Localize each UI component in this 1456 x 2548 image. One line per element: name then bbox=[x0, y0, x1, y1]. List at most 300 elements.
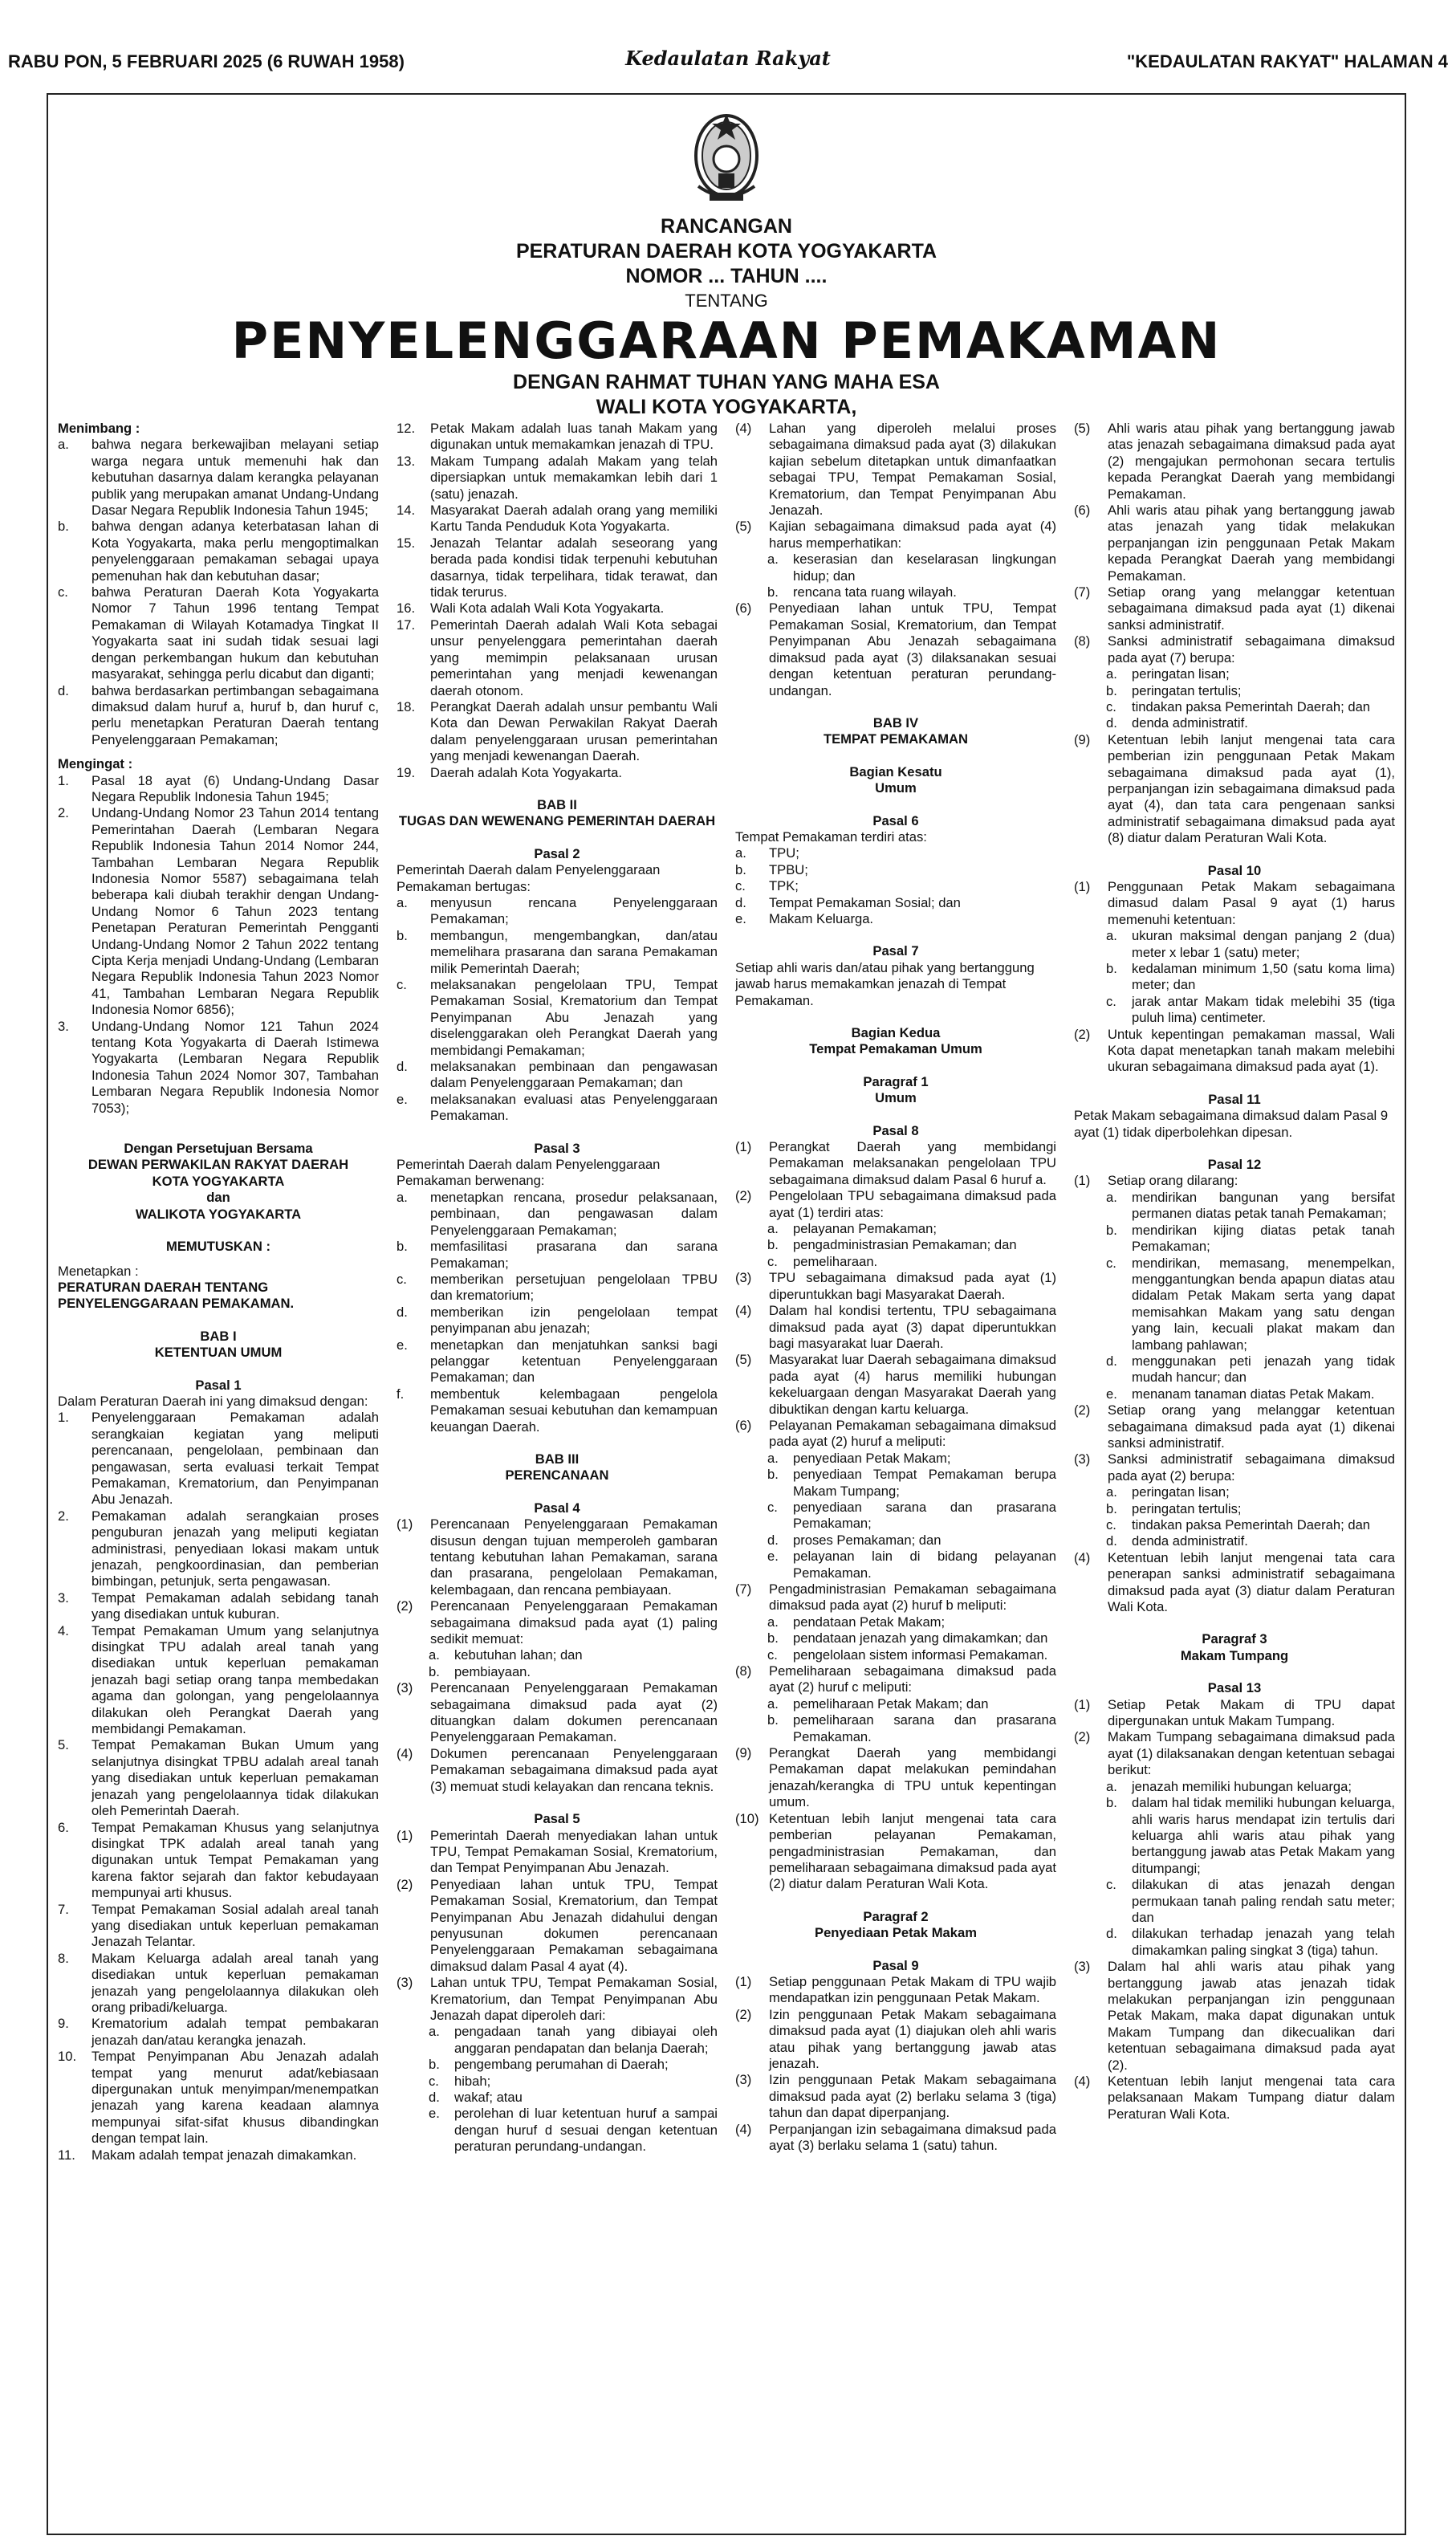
list-item bbox=[397, 928, 718, 977]
header-number: NOMOR ... TAHUN .... bbox=[625, 265, 828, 287]
list-marker: e. bbox=[397, 1091, 408, 1107]
list-marker: b. bbox=[1106, 1795, 1117, 1811]
list-item bbox=[1074, 1451, 1395, 1484]
section-heading: MEMUTUSKAN : bbox=[166, 1239, 270, 1255]
list-item bbox=[735, 1549, 1056, 1581]
list-marker: a. bbox=[767, 1614, 779, 1630]
list-marker: (10) bbox=[735, 1810, 759, 1826]
list-text: Tempat Penyimpanan Abu Jenazah adalah tempat yang menurut adat/kebiasaan dipergunakan untuk menyimpan/menempatkan jenazah yang karena keadaan alamnya mempunyai sifat-sifat khusus dibandingkan dengan tempat lain. bbox=[92, 2049, 379, 2147]
list-marker: 16. bbox=[397, 600, 416, 617]
list-marker: b. bbox=[1106, 1500, 1117, 1516]
list-item bbox=[735, 584, 1056, 600]
list-item bbox=[735, 519, 1056, 552]
masthead-page: "KEDAULATAN RAKYAT" HALAMAN 4 bbox=[1126, 51, 1448, 71]
text-columns bbox=[58, 421, 1395, 2529]
section-heading: Pasal 2 bbox=[534, 845, 580, 861]
list-text: Izin penggunaan Petak Makam sebagaimana dimaksud pada ayat (2) berlaku selama 3 (tiga) tahun dan dapat diperpanjang. bbox=[769, 2072, 1056, 2121]
list-marker: a. bbox=[767, 1450, 779, 1466]
list-marker: 13. bbox=[397, 453, 416, 469]
section-heading: DEWAN PERWAKILAN RAKYAT DAERAH bbox=[87, 1157, 349, 1173]
list-item bbox=[1074, 1402, 1395, 1451]
list-text: Lahan yang diperoleh melalui proses sebagaimana dimaksud pada ayat (3) dilakukan kajian sebelum ditetapkan untuk dimanfaatkan sebagai TPU, Tempat Pemakaman Sosial, Krematorium, dan Tempat Penyimpanan Abu Jenazah. bbox=[769, 421, 1056, 519]
list-text: dalam hal tidak memiliki hubungan keluarga, ahli waris harus mendapat izin tertulis dari keluarga ahli waris atau pihak yang bertanggung jawab atas Petak Makam yang ditumpangi; bbox=[1132, 1795, 1395, 1876]
spacer bbox=[58, 1117, 379, 1125]
list-marker: (2) bbox=[397, 1876, 413, 1892]
list-marker: b. bbox=[767, 584, 779, 600]
list-text: mendirikan bangunan yang bersifat permanen diatas petak tanah Pemakaman; bbox=[1132, 1189, 1395, 1222]
list-item bbox=[397, 1647, 718, 1663]
list-text: membangun, mengembangkan, dan/atau memelihara prasarana dan sarana Pemakaman milik Pemerintah Daerah; bbox=[430, 927, 718, 976]
list-marker: 9. bbox=[58, 2016, 69, 2032]
list-marker: c. bbox=[1106, 1255, 1116, 1271]
list-text: Pemakaman adalah serangkaian proses penguburan jenazah yang meliputi kegiatan administrasi, penyediaan lokasi makam untuk jenazah, pengkoordinasian, dan pemberian bimbingan, petunjuk, serta pengawasan. bbox=[92, 1508, 379, 1589]
list-item bbox=[397, 2074, 718, 2090]
list-item bbox=[58, 2016, 379, 2049]
column-1 bbox=[58, 421, 379, 2529]
section-heading: TUGAS DAN WEWENANG PEMERINTAH DAERAH bbox=[398, 813, 716, 829]
list-text: Dalam hal kondisi tertentu, TPU sebagaimana dimaksud pada ayat (3) dapat diperuntukkan bagi masyarakat luar Daerah. bbox=[769, 1303, 1056, 1351]
list-text: hibah; bbox=[454, 2073, 491, 2089]
list-text: Pengelolaan TPU sebagaimana dimaksud pada ayat (1) terdiri atas: bbox=[769, 1188, 1056, 1220]
section-heading: Penyediaan Petak Makam bbox=[815, 1925, 977, 1941]
list-text: peringatan lisan; bbox=[1132, 666, 1230, 682]
section-heading: Pasal 6 bbox=[872, 812, 919, 828]
list-item bbox=[397, 699, 718, 765]
list-marker: c. bbox=[1106, 1877, 1116, 1893]
list-marker: 14. bbox=[397, 503, 416, 519]
list-text: Perangkat Daerah yang membidangi Pemakaman melaksanakan pengelolaan TPU sebagaimana dimaksud dalam Pasal 6 huruf a. bbox=[769, 1139, 1056, 1187]
list-item bbox=[58, 1410, 379, 1508]
list-text: memberikan izin pengelolaan tempat penyimpanan abu jenazah; bbox=[430, 1304, 718, 1337]
list-item bbox=[397, 1059, 718, 1092]
list-item bbox=[735, 552, 1056, 584]
list-text: peringatan tertulis; bbox=[1132, 682, 1242, 698]
list-text: pengadaan tanah yang dibiayai oleh anggaran pendapatan dan belanja Daerah; bbox=[454, 2024, 718, 2056]
spacer bbox=[397, 1435, 718, 1443]
list-text: Perencanaan Penyelenggaraan Pemakaman disusun dengan tujuan memperoleh gambaran tentang kebutuhan lahan Pemakaman, sarana dan prasarana, pengelolaan Pemakaman, kelembagaan, dan rencana pembiayaan. bbox=[430, 1516, 718, 1598]
regulation-title: PENYELENGGARAAN PEMAKAMAN bbox=[231, 311, 1222, 370]
list-marker: d. bbox=[1106, 715, 1117, 731]
spacer bbox=[735, 1893, 1056, 1901]
list-text: Makam adalah tempat jenazah dimakamkan. bbox=[92, 2147, 357, 2163]
list-marker: (2) bbox=[735, 2006, 752, 2022]
list-item bbox=[58, 1590, 379, 1623]
list-marker: e. bbox=[735, 910, 746, 926]
list-item bbox=[1074, 1729, 1395, 1778]
list-text: Sanksi administratif sebagaimana dimaksud pada ayat (7) berupa: bbox=[1108, 633, 1395, 665]
list-marker: (6) bbox=[1074, 503, 1091, 519]
list-marker: a. bbox=[1106, 928, 1117, 944]
list-marker: b. bbox=[767, 1467, 779, 1483]
list-text: pemeliharaan sarana dan prasarana Pemakaman. bbox=[793, 1712, 1056, 1744]
list-item bbox=[397, 617, 718, 699]
spacer bbox=[397, 1795, 718, 1803]
list-marker: a. bbox=[1106, 1189, 1117, 1205]
list-item bbox=[735, 1696, 1056, 1712]
list-item bbox=[735, 1811, 1056, 1893]
list-text: jarak antar Makam tidak melebihi 35 (tiga puluh lima) centimeter. bbox=[1132, 993, 1395, 1026]
list-marker: (1) bbox=[397, 1516, 413, 1532]
list-item bbox=[1074, 2074, 1395, 2123]
list-item bbox=[58, 683, 379, 749]
list-text: Dalam hal ahli waris atau pihak yang bertanggung jawab atas jenazah tidak melakukan perpanjangan izin penggunaan Petak Makam, maka dapat digunakan untuk Makam Tumpang dan dikecualikan dari ketentuan sebagaimana dimaksud pada ayat (2). bbox=[1108, 1959, 1395, 2073]
list-item bbox=[397, 600, 718, 617]
paragraph: Petak Makam sebagaimana dimaksud dalam Pasal 9 ayat (1) tidak diperbolehkan dipesan. bbox=[1074, 1108, 1389, 1140]
spacer bbox=[397, 830, 718, 838]
list-text: Pemerintah Daerah menyediakan lahan untuk TPU, Tempat Pemakaman Sosial, Krematorium, dan Tempat Penyimpanan Abu Jenazah. bbox=[430, 1827, 718, 1876]
list-item bbox=[735, 600, 1056, 698]
list-text: Makam Keluarga adalah areal tanah yang disediakan untuk keperluan pemakaman jenazah yang pengelolaannya dilakukan oleh orang pribadi/keluarga. bbox=[92, 1950, 379, 2015]
list-item bbox=[1074, 1697, 1395, 1730]
list-marker: 11. bbox=[58, 2147, 75, 2163]
list-marker: c. bbox=[735, 878, 746, 894]
list-marker: 1. bbox=[58, 772, 69, 788]
list-text: Tempat Pemakaman adalah sebidang tanah yang disediakan untuk kuburan. bbox=[92, 1589, 379, 1622]
list-text: denda administratif. bbox=[1132, 715, 1248, 731]
list-text: mendirikan, memasang, menempelkan, menggantungkan benda apapun diatas atau didalam Petak Makam serta yang dapat memisahkan Makam yang satu dengan yang lain, kecuali plakat makam dan lambang pahlawan; bbox=[1132, 1255, 1395, 1353]
list-marker: e. bbox=[767, 1549, 779, 1565]
list-marker: (3) bbox=[735, 2072, 752, 2088]
list-item bbox=[735, 1270, 1056, 1303]
section-heading: KOTA YOGYAKARTA bbox=[152, 1173, 285, 1189]
list-marker: (7) bbox=[1074, 584, 1091, 600]
list-marker: (1) bbox=[1074, 1173, 1091, 1189]
list-marker: (4) bbox=[1074, 1549, 1091, 1565]
list-text: bahwa Peraturan Daerah Kota Yogyakarta Nomor 7 Tahun 1996 tentang Tempat Pemakaman di Wilayah Kotamadya Tingkat II Yogyakarta saat ini sudah tidak sesuai lagi dengan perkembangan hukum dan kebutuhan masyarakat, sehingga perlu dicabut dan diganti; bbox=[92, 584, 379, 682]
list-marker: 1. bbox=[58, 1410, 69, 1426]
list-text: Kajian sebagaimana dimaksud pada ayat (4) harus memperhatikan: bbox=[769, 519, 1056, 551]
list-text: rencana tata ruang wilayah. bbox=[793, 584, 957, 600]
list-text: proses Pemakaman; dan bbox=[793, 1532, 942, 1548]
list-marker: (1) bbox=[735, 1139, 752, 1155]
list-text: pengelolaan sistem informasi Pemakaman. bbox=[793, 1646, 1048, 1663]
list-text: Setiap orang yang melanggar ketentuan sebagaimana dimaksud pada ayat (1) dikenai sanksi administratif. bbox=[1108, 1402, 1395, 1451]
list-item bbox=[397, 1598, 718, 1647]
list-text: TPU; bbox=[769, 845, 799, 861]
list-marker: (5) bbox=[735, 1352, 752, 1368]
spacer bbox=[1074, 1076, 1395, 1084]
list-text: Setiap Petak Makam di TPU dapat dipergunakan untuk Makam Tumpang. bbox=[1108, 1696, 1395, 1729]
spacer bbox=[735, 748, 1056, 756]
list-text: Daerah adalah Kota Yogyakarta. bbox=[430, 764, 622, 780]
spacer bbox=[58, 1125, 379, 1133]
list-item bbox=[735, 1139, 1056, 1188]
list-item bbox=[397, 535, 718, 601]
list-text: pemeliharaan. bbox=[793, 1253, 878, 1269]
spacer bbox=[735, 927, 1056, 935]
list-marker: (9) bbox=[735, 1745, 752, 1761]
list-item bbox=[1074, 1533, 1395, 1549]
list-item bbox=[735, 1303, 1056, 1352]
list-item bbox=[1074, 1926, 1395, 1959]
list-item bbox=[735, 1581, 1056, 1614]
section-heading: Pasal 11 bbox=[1208, 1091, 1261, 1107]
list-item bbox=[58, 1737, 379, 1819]
list-text: Ketentuan lebih lanjut mengenai tata cara penerapan sanksi administratif sebagaimana dimaksud pada ayat (3) diatur dalam Peraturan Wali Kota. bbox=[1108, 1549, 1395, 1615]
list-text: melaksanakan evaluasi atas Penyelenggaraan Pemakaman. bbox=[430, 1091, 718, 1124]
masthead-logo: Kedaulatan Rakyat bbox=[625, 47, 831, 70]
header-draft: RANCANGAN bbox=[661, 215, 792, 238]
list-marker: b. bbox=[58, 519, 69, 535]
list-item bbox=[735, 1647, 1056, 1663]
list-item bbox=[58, 1820, 379, 1902]
list-text: menggunakan peti jenazah yang tidak mudah hancur; dan bbox=[1132, 1353, 1395, 1386]
list-text: bahwa dengan adanya keterbatasan lahan di Kota Yogyakarta, maka perlu mengoptimalkan penyelenggaraan pemakaman sebagai upaya pemenuhan hak dan kebutuhan dasar; bbox=[92, 519, 379, 584]
list-item bbox=[1074, 584, 1395, 633]
list-item bbox=[1074, 1517, 1395, 1533]
section-heading: PERATURAN DAERAH TENTANG PENYELENGGARAAN PEMAKAMAN. bbox=[58, 1279, 295, 1312]
list-marker: c. bbox=[397, 977, 407, 992]
list-item bbox=[735, 862, 1056, 878]
list-marker: a. bbox=[767, 552, 779, 568]
list-marker: a. bbox=[1106, 1778, 1117, 1794]
list-item bbox=[735, 2072, 1056, 2121]
section-heading: Pasal 5 bbox=[534, 1811, 580, 1827]
list-marker: (1) bbox=[735, 1973, 752, 1989]
section-heading: Bagian Kesatu bbox=[849, 763, 942, 779]
list-text: menanam tanaman diatas Petak Makam. bbox=[1132, 1386, 1375, 1402]
section-heading: Paragraf 3 bbox=[1202, 1631, 1267, 1647]
list-item bbox=[735, 1663, 1056, 1696]
list-marker: b. bbox=[1106, 961, 1117, 976]
paragraph: Pemerintah Daerah dalam Penyelenggaraan Pemakaman berwenang: bbox=[397, 1157, 661, 1189]
list-text: keserasian dan keselarasan lingkungan hidup; dan bbox=[793, 552, 1056, 584]
section-heading: BAB I bbox=[200, 1328, 237, 1344]
list-item bbox=[397, 977, 718, 1059]
list-item bbox=[1074, 961, 1395, 994]
list-text: peringatan lisan; bbox=[1132, 1484, 1230, 1500]
list-item bbox=[397, 1877, 718, 1975]
list-marker: 18. bbox=[397, 698, 416, 714]
list-item bbox=[1074, 732, 1395, 847]
list-text: membentuk kelembagaan pengelola Pemakaman sesuai kebutuhan dan kemampuan keuangan Daerah. bbox=[430, 1386, 718, 1435]
list-item bbox=[735, 2007, 1056, 2073]
list-text: mendirikan kijing diatas petak tanah Pemakaman; bbox=[1132, 1222, 1395, 1255]
list-marker: d. bbox=[58, 682, 69, 698]
list-marker: 10. bbox=[58, 2049, 77, 2065]
masthead-date: RABU PON, 5 FEBRUARI 2025 (6 RUWAH 1958) bbox=[8, 51, 405, 71]
column-2 bbox=[397, 421, 718, 2529]
spacer bbox=[1074, 1615, 1395, 1623]
section-heading: Umum bbox=[875, 780, 917, 796]
section-heading: PERENCANAAN bbox=[505, 1467, 609, 1484]
header-about: TENTANG bbox=[685, 291, 768, 311]
list-marker: c. bbox=[58, 584, 68, 600]
spacer bbox=[735, 1058, 1056, 1066]
list-marker: 8. bbox=[58, 1950, 69, 1966]
list-item bbox=[397, 2090, 718, 2106]
list-marker: (3) bbox=[1074, 1451, 1091, 1467]
list-marker: e. bbox=[397, 1337, 408, 1353]
section-heading: Umum bbox=[875, 1090, 917, 1106]
list-text: kedalaman minimum 1,50 (satu koma lima) meter; dan bbox=[1132, 961, 1395, 993]
list-text: Pengadministrasian Pemakaman sebagaimana dimaksud pada ayat (2) huruf b meliputi: bbox=[769, 1581, 1056, 1614]
spacer bbox=[58, 1223, 379, 1231]
list-item bbox=[1074, 1959, 1395, 2074]
list-text: menetapkan rencana, prosedur pelaksanaan, pembinaan, dan pengawasan dalam Penyelenggaraan Pemakaman; bbox=[430, 1189, 718, 1238]
list-item bbox=[1074, 1550, 1395, 1616]
list-marker: a. bbox=[58, 437, 69, 453]
list-item bbox=[397, 1386, 718, 1435]
list-marker: 4. bbox=[58, 1622, 69, 1638]
list-item bbox=[735, 1614, 1056, 1630]
list-marker: (1) bbox=[397, 1827, 413, 1843]
list-marker: b. bbox=[735, 861, 746, 877]
list-text: Penyelenggaraan Pemakaman adalah serangkaian kegiatan yang meliputi perencanaan, pengelolaan, pembinaan dan pengawasan, serta evaluasi terkait Tempat Pemakaman, Krematorium, dan Penyimpanan Abu Jenazah. bbox=[92, 1410, 379, 1508]
list-marker: c. bbox=[397, 1271, 407, 1287]
list-marker: (2) bbox=[1074, 1402, 1091, 1418]
list-item bbox=[58, 805, 379, 1018]
section-heading: Pasal 8 bbox=[872, 1122, 919, 1138]
list-text: Ketentuan lebih lanjut mengenai tata cara pelaksanaan Makam Tumpang diatur dalam Peraturan Wali Kota. bbox=[1108, 2074, 1395, 2122]
spacer bbox=[397, 1484, 718, 1492]
list-text: penyediaan Tempat Pemakaman berupa Makam Tumpang; bbox=[793, 1467, 1056, 1499]
yogyakarta-coat-of-arms-icon bbox=[682, 106, 771, 206]
section-heading: Bagian Kedua bbox=[851, 1025, 941, 1040]
list-marker: (4) bbox=[1074, 2074, 1091, 2089]
list-item bbox=[1074, 1190, 1395, 1223]
list-marker: 15. bbox=[397, 535, 416, 551]
list-marker: a. bbox=[767, 1221, 779, 1237]
list-text: Ahli waris atau pihak yang bertanggung jawab atas jenazah yang tidak melakukan perpanjangan izin penggunaan Petak Makam kepada Perangkat Daerah yang membidangi Pemakaman. bbox=[1108, 503, 1395, 584]
list-text: denda administratif. bbox=[1132, 1533, 1248, 1549]
list-text: Tempat Pemakaman Sosial adalah areal tanah yang disediakan untuk keperluan pemakaman Jenazah Telantar. bbox=[92, 1901, 379, 1950]
list-text: peringatan tertulis; bbox=[1132, 1500, 1242, 1516]
list-marker: (3) bbox=[397, 1680, 413, 1696]
spacer bbox=[735, 1107, 1056, 1115]
list-item bbox=[1074, 699, 1395, 715]
list-item bbox=[58, 1902, 379, 1951]
list-text: Perencanaan Penyelenggaraan Pemakaman sebagaimana dimaksud pada ayat (2) dituangkan dalam dokumen perencanaan Penyelenggaraan Pemakaman. bbox=[430, 1680, 718, 1745]
list-text: Masyarakat luar Daerah sebagaimana dimaksud pada ayat (4) harus memiliki hubungan kekeluargaan dengan Masyarakat Daerah yang dibuktikan dengan kartu keluarga. bbox=[769, 1352, 1056, 1417]
list-marker: c. bbox=[767, 1646, 778, 1663]
spacer bbox=[735, 1009, 1056, 1017]
paragraph: Dalam Peraturan Daerah ini yang dimaksud dengan: bbox=[58, 1393, 368, 1409]
list-text: tindakan paksa Pemerintah Daerah; dan bbox=[1132, 1517, 1371, 1532]
list-text: Petak Makam adalah luas tanah Makam yang digunakan untuk memakamkan jenazah di TPU. bbox=[430, 421, 718, 453]
list-marker: (3) bbox=[735, 1270, 752, 1286]
list-text: Perpanjangan izin sebagaimana dimaksud pada ayat (3) berlaku selama 1 (satu) tahun. bbox=[769, 2121, 1056, 2153]
list-marker: (9) bbox=[1074, 731, 1091, 747]
list-marker: a. bbox=[397, 894, 408, 910]
list-item bbox=[735, 1745, 1056, 1811]
list-marker: a. bbox=[1106, 1484, 1117, 1500]
list-item bbox=[735, 1237, 1056, 1253]
list-item bbox=[397, 1516, 718, 1598]
list-item bbox=[1074, 879, 1395, 928]
list-item bbox=[1074, 633, 1395, 666]
list-marker: d. bbox=[767, 1532, 779, 1548]
section-heading: Pasal 10 bbox=[1207, 862, 1262, 878]
list-item bbox=[58, 2147, 379, 2163]
spacer bbox=[1074, 1141, 1395, 1149]
spacer bbox=[58, 1313, 379, 1321]
list-text: wakaf; atau bbox=[454, 2090, 523, 2105]
list-marker: (2) bbox=[1074, 1026, 1091, 1042]
paragraph: Pemerintah Daerah dalam Penyelenggaraan Pemakaman bertugas: bbox=[397, 862, 661, 894]
list-marker: 6. bbox=[58, 1819, 69, 1835]
list-text: perolehan di luar ketentuan huruf a sampai dengan huruf d sesuai dengan ketentuan peraturan perundang-undangan. bbox=[454, 2106, 718, 2155]
list-text: pengembang perumahan di Daerah; bbox=[454, 2057, 669, 2073]
list-item bbox=[397, 2106, 718, 2155]
spacer bbox=[735, 797, 1056, 805]
list-item bbox=[397, 1680, 718, 1746]
list-text: tindakan paksa Pemerintah Daerah; dan bbox=[1132, 698, 1371, 714]
list-item bbox=[397, 1337, 718, 1386]
column-3 bbox=[735, 421, 1056, 2529]
list-item bbox=[58, 584, 379, 682]
list-marker: (3) bbox=[397, 1975, 413, 1991]
list-text: pelayanan lain di bidang pelayanan Pemakaman. bbox=[793, 1549, 1056, 1581]
list-marker: d. bbox=[1106, 1353, 1117, 1369]
list-item bbox=[1074, 1027, 1395, 1076]
list-marker: c. bbox=[429, 2073, 439, 2089]
list-text: kebutuhan lahan; dan bbox=[454, 1647, 583, 1663]
list-marker: c. bbox=[767, 1253, 778, 1269]
list-text: Ketentuan lebih lanjut mengenai tata cara pemberian pelayanan Pemakaman, pengadministrasian Pemakaman, dan pemeliharaan sebagaimana dimaksud pada ayat (2) diatur dalam Peraturan Wali Kota. bbox=[769, 1810, 1056, 1892]
list-item bbox=[1074, 1386, 1395, 1402]
list-text: pemeliharaan Petak Makam; dan bbox=[793, 1695, 989, 1712]
list-marker: a. bbox=[735, 845, 746, 861]
list-item bbox=[735, 1630, 1056, 1646]
list-item bbox=[397, 1239, 718, 1272]
list-item bbox=[735, 895, 1056, 911]
list-marker: 2. bbox=[58, 1508, 69, 1524]
spacer bbox=[1074, 1664, 1395, 1672]
list-marker: a. bbox=[429, 2024, 440, 2040]
announcement-frame bbox=[47, 93, 1406, 2535]
list-marker: (5) bbox=[735, 519, 752, 535]
list-marker: 19. bbox=[397, 764, 416, 780]
list-text: Perencanaan Penyelenggaraan Pemakaman sebagaimana dimaksud pada ayat (1) paling sedikit memuat: bbox=[430, 1598, 718, 1647]
list-item bbox=[397, 2057, 718, 2073]
list-item bbox=[1074, 503, 1395, 584]
list-text: Dokumen perencanaan Penyelenggaraan Pemakaman sebagaimana dimaksud pada ayat (3) memuat studi kelayakan dan rencana teknis. bbox=[430, 1745, 718, 1794]
list-marker: (5) bbox=[1074, 421, 1091, 436]
list-text: menyusun rencana Penyelenggaraan Pemakaman; bbox=[430, 894, 718, 927]
list-marker: b. bbox=[397, 927, 408, 943]
section-heading: Paragraf 2 bbox=[863, 1908, 929, 1924]
spacer bbox=[58, 1362, 379, 1370]
list-item bbox=[58, 773, 379, 806]
section-heading: Pasal 13 bbox=[1207, 1680, 1262, 1696]
regulation-header bbox=[48, 106, 1405, 420]
list-text: pengadministrasian Pemakaman; dan bbox=[793, 1237, 1017, 1253]
spacer bbox=[735, 699, 1056, 707]
list-marker: b. bbox=[397, 1239, 408, 1255]
list-item bbox=[397, 765, 718, 781]
list-item bbox=[1074, 1877, 1395, 1926]
list-marker: 7. bbox=[58, 1901, 69, 1917]
section-heading: Tempat Pemakaman Umum bbox=[809, 1041, 982, 1057]
list-item bbox=[397, 1092, 718, 1125]
list-text: Penyediaan lahan untuk TPU, Tempat Pemakaman Sosial, Krematorium, dan Tempat Penyimpanan Abu Jenazah didahului dengan penyusunan dokumen perencanaan Penyelenggaraan Pemakaman sebagaimana dimaksud dalam Pasal 4 ayat (4). bbox=[430, 1876, 718, 1974]
list-item bbox=[735, 1451, 1056, 1467]
section-heading: Pasal 9 bbox=[872, 1957, 919, 1973]
list-item bbox=[735, 1712, 1056, 1745]
paragraph: Tempat Pemakaman terdiri atas: bbox=[735, 828, 927, 845]
section-heading: dan bbox=[206, 1190, 230, 1206]
paragraph: Menetapkan : bbox=[58, 1263, 139, 1279]
list-marker: c. bbox=[767, 1499, 778, 1515]
list-text: Setiap penggunaan Petak Makam di TPU wajib mendapatkan izin penggunaan Petak Makam. bbox=[769, 1973, 1056, 2006]
header-regulation: PERATURAN DAERAH KOTA YOGYAKARTA bbox=[515, 240, 937, 263]
list-marker: c. bbox=[1106, 993, 1116, 1009]
section-heading: KETENTUAN UMUM bbox=[154, 1345, 283, 1361]
list-text: bahwa negara berkewajiban melayani setiap warga negara untuk memenuhi hak dan kebutuhan dasarnya dalam kerangka pelayanan publik yang merupakan amanat Undang-Undang Dasar Negara Republik Indonesia Tahun 1945; bbox=[92, 437, 379, 519]
list-item bbox=[1074, 1256, 1395, 1353]
list-text: melaksanakan pengelolaan TPU, Tempat Pemakaman Sosial, Krematorium dan Tempat Penyimpanan Abu Jenazah yang diselenggarakan oleh Perangkat Daerah yang membidangi Pemakaman; bbox=[430, 977, 718, 1058]
